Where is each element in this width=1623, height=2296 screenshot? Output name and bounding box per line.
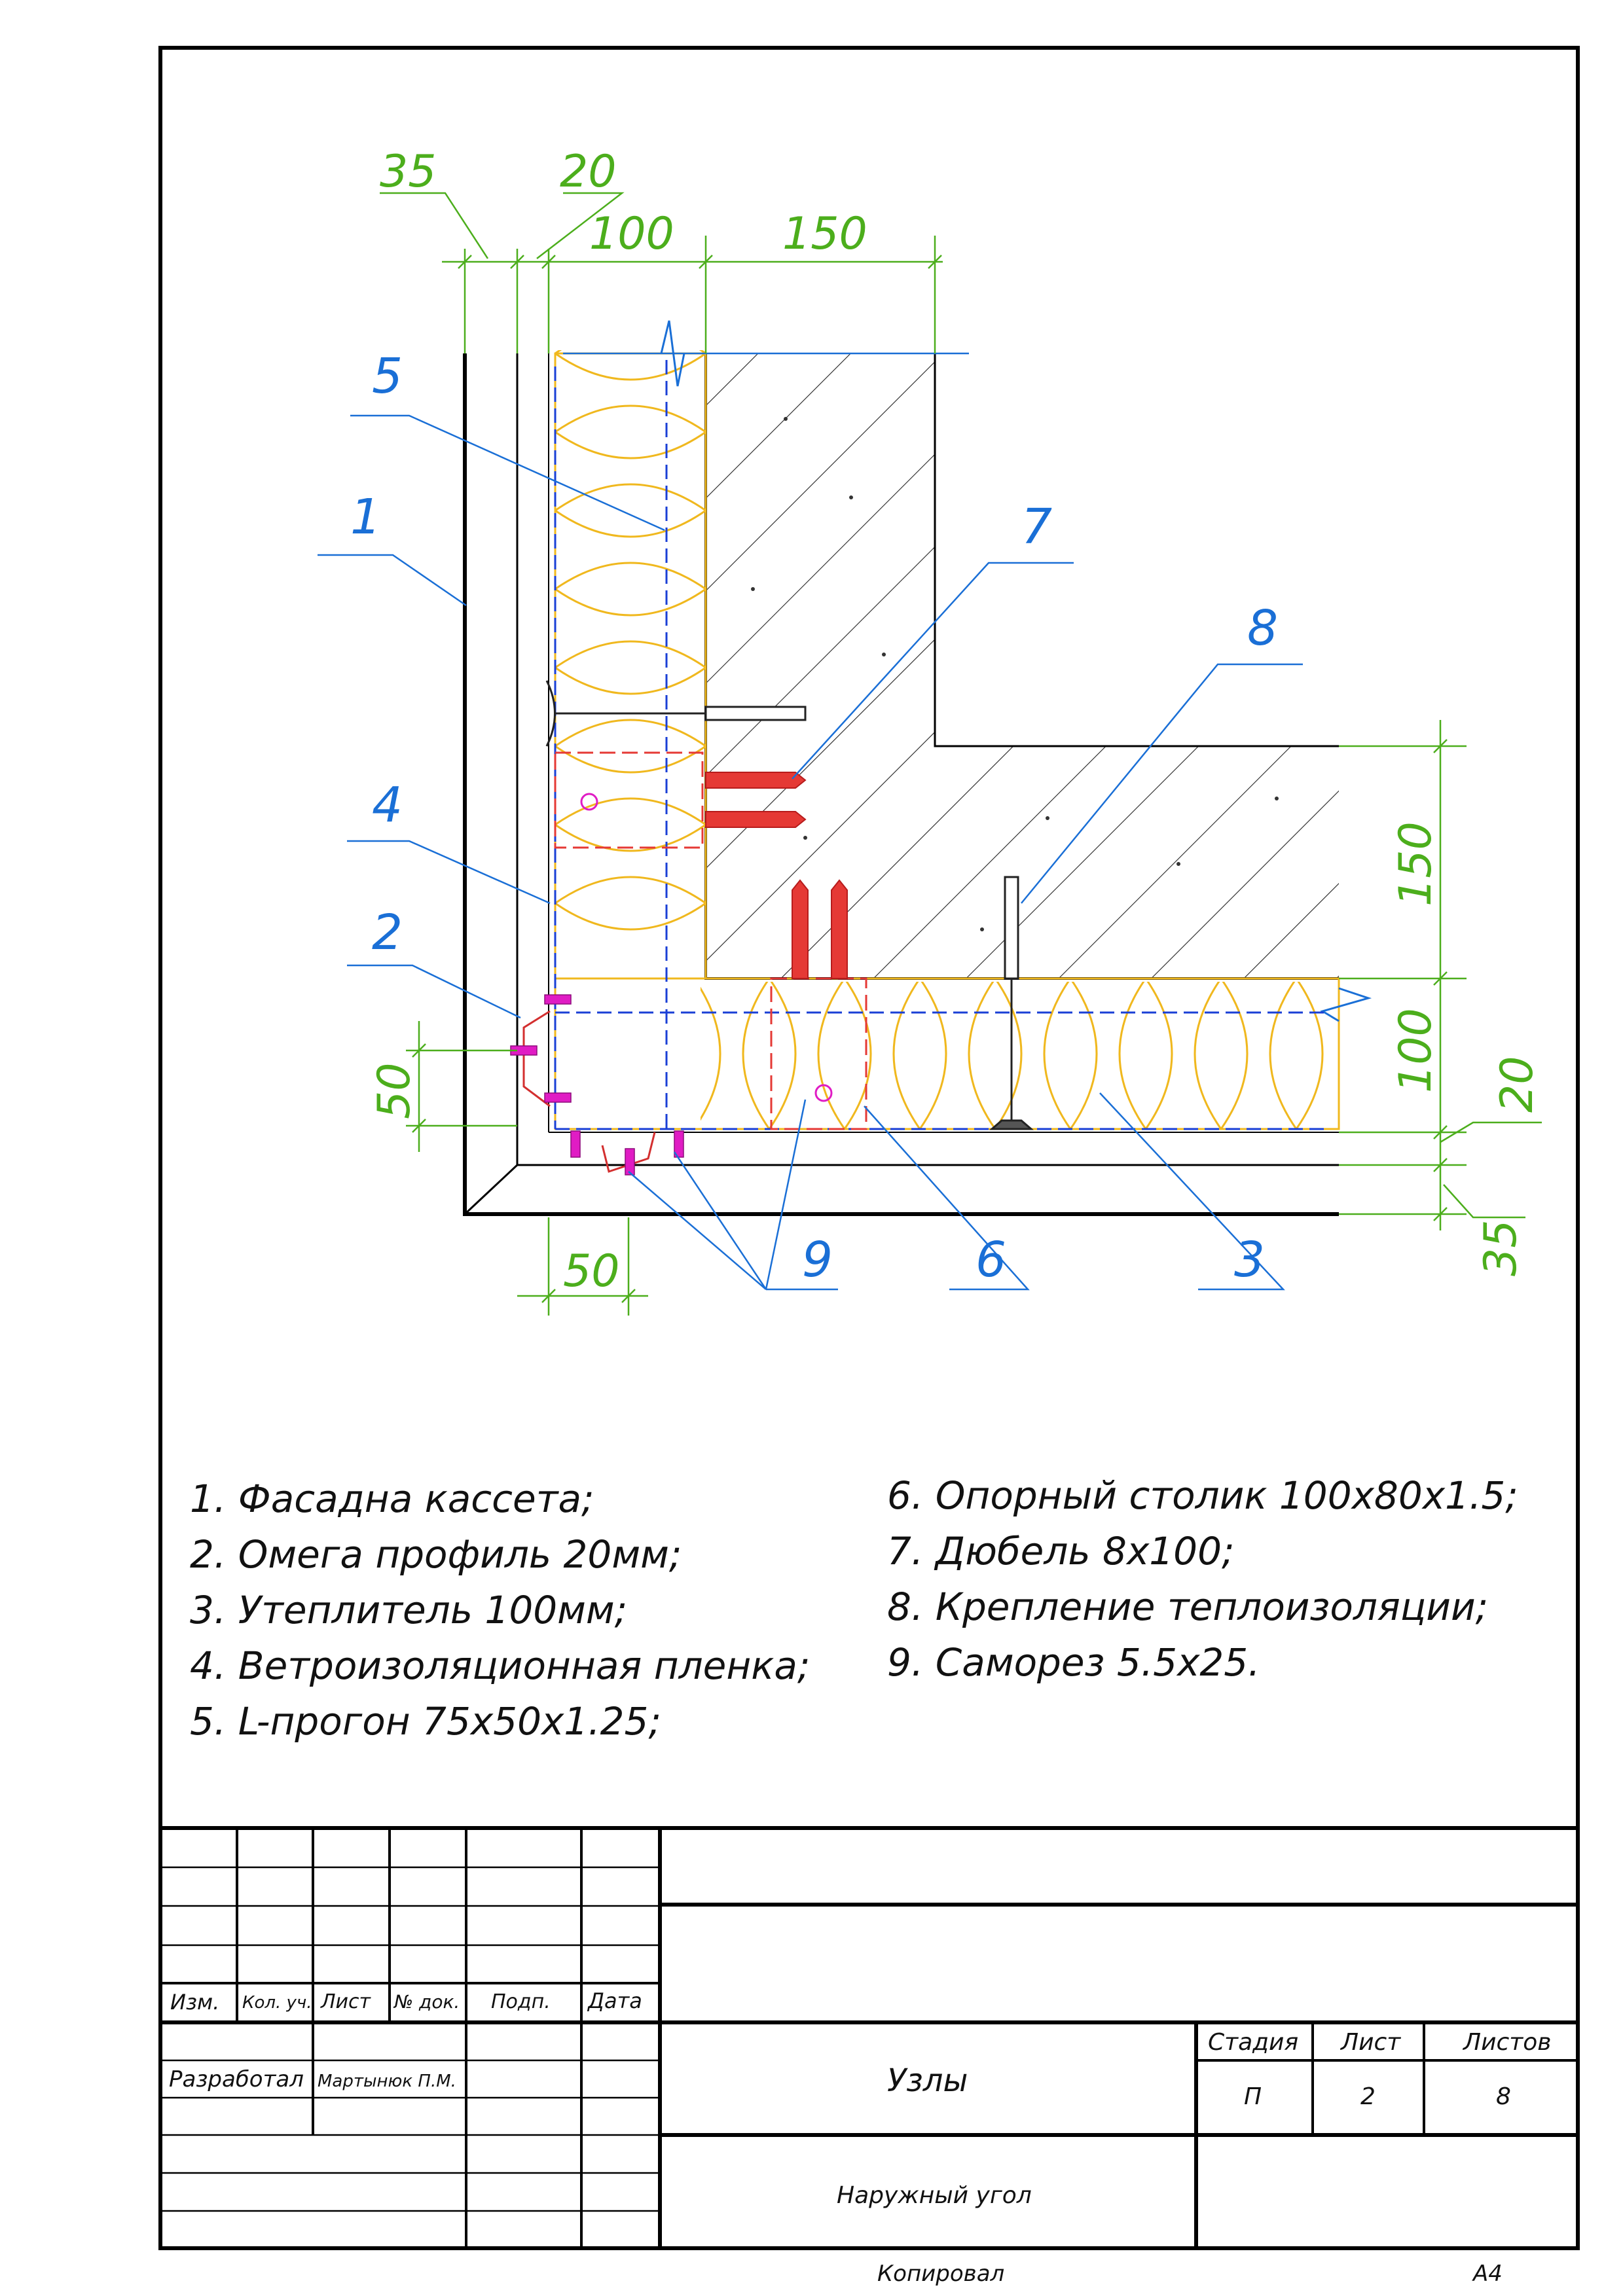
legend — [190, 1473, 1518, 1744]
legend-item-2: 2. Омега профиль 20мм; — [190, 1532, 682, 1577]
footer-copied: Копировал — [877, 2261, 1005, 2287]
insulation-wool — [555, 327, 1339, 1129]
tb-developer: Мартынюк П.М. — [318, 2072, 456, 2091]
title-block-text — [169, 1988, 1551, 2287]
footer-format: А4 — [1473, 2261, 1503, 2287]
tb-header-date: Дата — [588, 1988, 642, 2013]
dim-right-150: 150 — [1390, 821, 1442, 906]
dim-top-20: 20 — [560, 146, 617, 198]
tb-header-doc: № док. — [394, 1991, 460, 2013]
legend-item-4: 4. Ветроизоляционная пленка; — [190, 1643, 811, 1688]
legend-item-7: 7. Дюбель 8х100; — [887, 1529, 1235, 1573]
dim-top-150: 150 — [782, 208, 867, 260]
legend-item-6: 6. Опорный столик 100х80х1.5; — [887, 1473, 1518, 1518]
dim-top-100: 100 — [589, 208, 674, 260]
callout-8: 8 — [1247, 600, 1279, 656]
dim-top-35: 35 — [380, 146, 437, 198]
dimension-labels — [369, 146, 1543, 1297]
callout-1: 1 — [350, 489, 382, 545]
tb-header-izm: Изм. — [170, 1990, 220, 2015]
legend-item-3: 3. Утеплитель 100мм; — [190, 1588, 628, 1632]
dim-bottom-50: 50 — [563, 1246, 620, 1297]
dim-right-20: 20 — [1491, 1056, 1543, 1113]
callout-5: 5 — [372, 348, 403, 404]
tb-developed-label: Разработал — [169, 2066, 304, 2092]
tb-header-sign: Подп. — [491, 1990, 551, 2013]
tb-sheet-label: Лист — [1341, 2029, 1401, 2056]
callout-2: 2 — [372, 905, 403, 961]
dim-right-100: 100 — [1390, 1008, 1442, 1093]
legend-item-5: 5. L-прогон 75х50х1.25; — [190, 1699, 661, 1744]
dim-right-35: 35 — [1475, 1219, 1527, 1276]
legend-item-9: 9. Саморез 5.5х25. — [887, 1640, 1260, 1685]
callout-9: 9 — [802, 1232, 833, 1288]
tb-title: Узлы — [887, 2062, 968, 2099]
tb-sheets-label: Листов — [1463, 2029, 1552, 2056]
tb-stage-value: П — [1244, 2083, 1262, 2110]
l-profile — [555, 360, 1329, 1129]
callout-6: 6 — [976, 1232, 1007, 1288]
tb-sheets-value: 8 — [1496, 2083, 1511, 2110]
omega-profile — [524, 1011, 655, 1172]
tb-header-list: Лист — [321, 1990, 371, 2013]
tb-header-kol: Кол. уч. — [242, 1993, 312, 2013]
break-line-right — [1322, 988, 1368, 1021]
tb-sheet-value: 2 — [1360, 2083, 1376, 2110]
legend-item-8: 8. Крепление теплоизоляции; — [887, 1585, 1489, 1629]
tb-stage-label: Стадия — [1208, 2029, 1299, 2056]
tb-subtitle: Наружный угол — [837, 2182, 1032, 2209]
dim-left-50: 50 — [369, 1062, 420, 1119]
callout-7: 7 — [1021, 499, 1053, 555]
callout-3: 3 — [1234, 1232, 1266, 1288]
callout-4: 4 — [372, 777, 403, 833]
legend-item-1: 1. Фасадна кассета; — [190, 1477, 594, 1521]
